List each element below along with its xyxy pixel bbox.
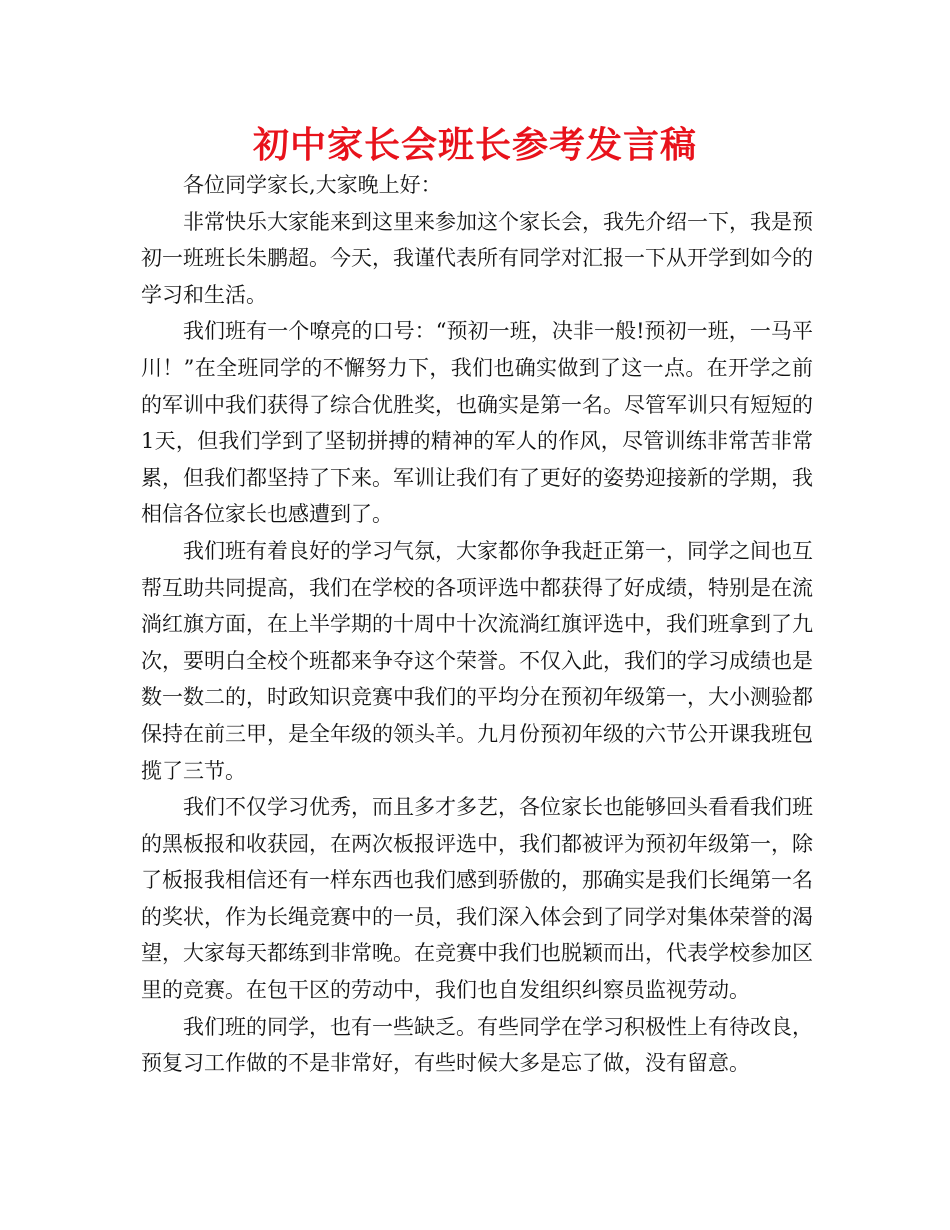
study-atmosphere-paragraph: 我们班有着良好的学习气氛，大家都你争我赶正第一，同学之间也互帮互助共同提高，我们在学校的各项评选中都获得了好成绩，特别是在流淌红旗方面，在上半学期的十周中十次流淌红旗评选中，我们班拿到了九次，要明白全校个班都来争夺这个荣誉。不仅入此，我们的学习成绩也是数一数二的，时政知识竞赛中我们的平均分在预初年级第一，大小测验都保持在前三甲，是全年级的领头羊。九月份预初年级的六节公开课我班包揽了三节。 <box>141 538 813 783</box>
greeting-paragraph: 各位同学家长,大家晚上好： <box>183 173 442 197</box>
intro-paragraph: 非常快乐大家能来到这里来参加这个家长会，我先介绍一下，我是预初一班班长朱鹏超。今天，我谨代表所有同学对汇报一下从开学到如今的学习和生活。 <box>141 209 813 307</box>
document-title: 初中家长会班长参考发言稿 <box>252 124 697 166</box>
shortcomings-paragraph: 我们班的同学，也有一些缺乏。有些同学在学习积极性上有待改良，预复习工作做的不是非常好，有些时候大多是忘了做，没有留意。 <box>141 1014 813 1076</box>
document-body <box>141 167 813 1082</box>
slogan-paragraph: 我们班有一个嘹亮的口号：“预初一班，决非一般!预初一班，一马平川！”在全班同学的不懈努力下，我们也确实做到了这一点。在开学之前的军训中我们获得了综合优胜奖，也确实是第一名。尽管军训只有短短的1天，但我们学到了坚韧拼搏的精神的军人的作风，尽管训练非常苦非常累，但我们都坚持了下来。军训让我们有了更好的姿势迎接新的学期，我相信各位家长也感遭到了。 <box>141 319 813 527</box>
talents-paragraph: 我们不仅学习优秀，而且多才多艺，各位家长也能够回头看看我们班的黑板报和收获园，在两次板报评选中，我们都被评为预初年级第一，除了板报我相信还有一样东西也我们感到骄傲的，那确实是我们长绳第一名的奖状，作为长绳竞赛中的一员，我们深入体会到了同学对集体荣誉的渴望，大家每天都练到非常晚。在竞赛中我们也脱颖而出，代表学校参加区里的竞赛。在包干区的劳动中，我们也自发组织纠察员监视劳动。 <box>141 795 813 1003</box>
